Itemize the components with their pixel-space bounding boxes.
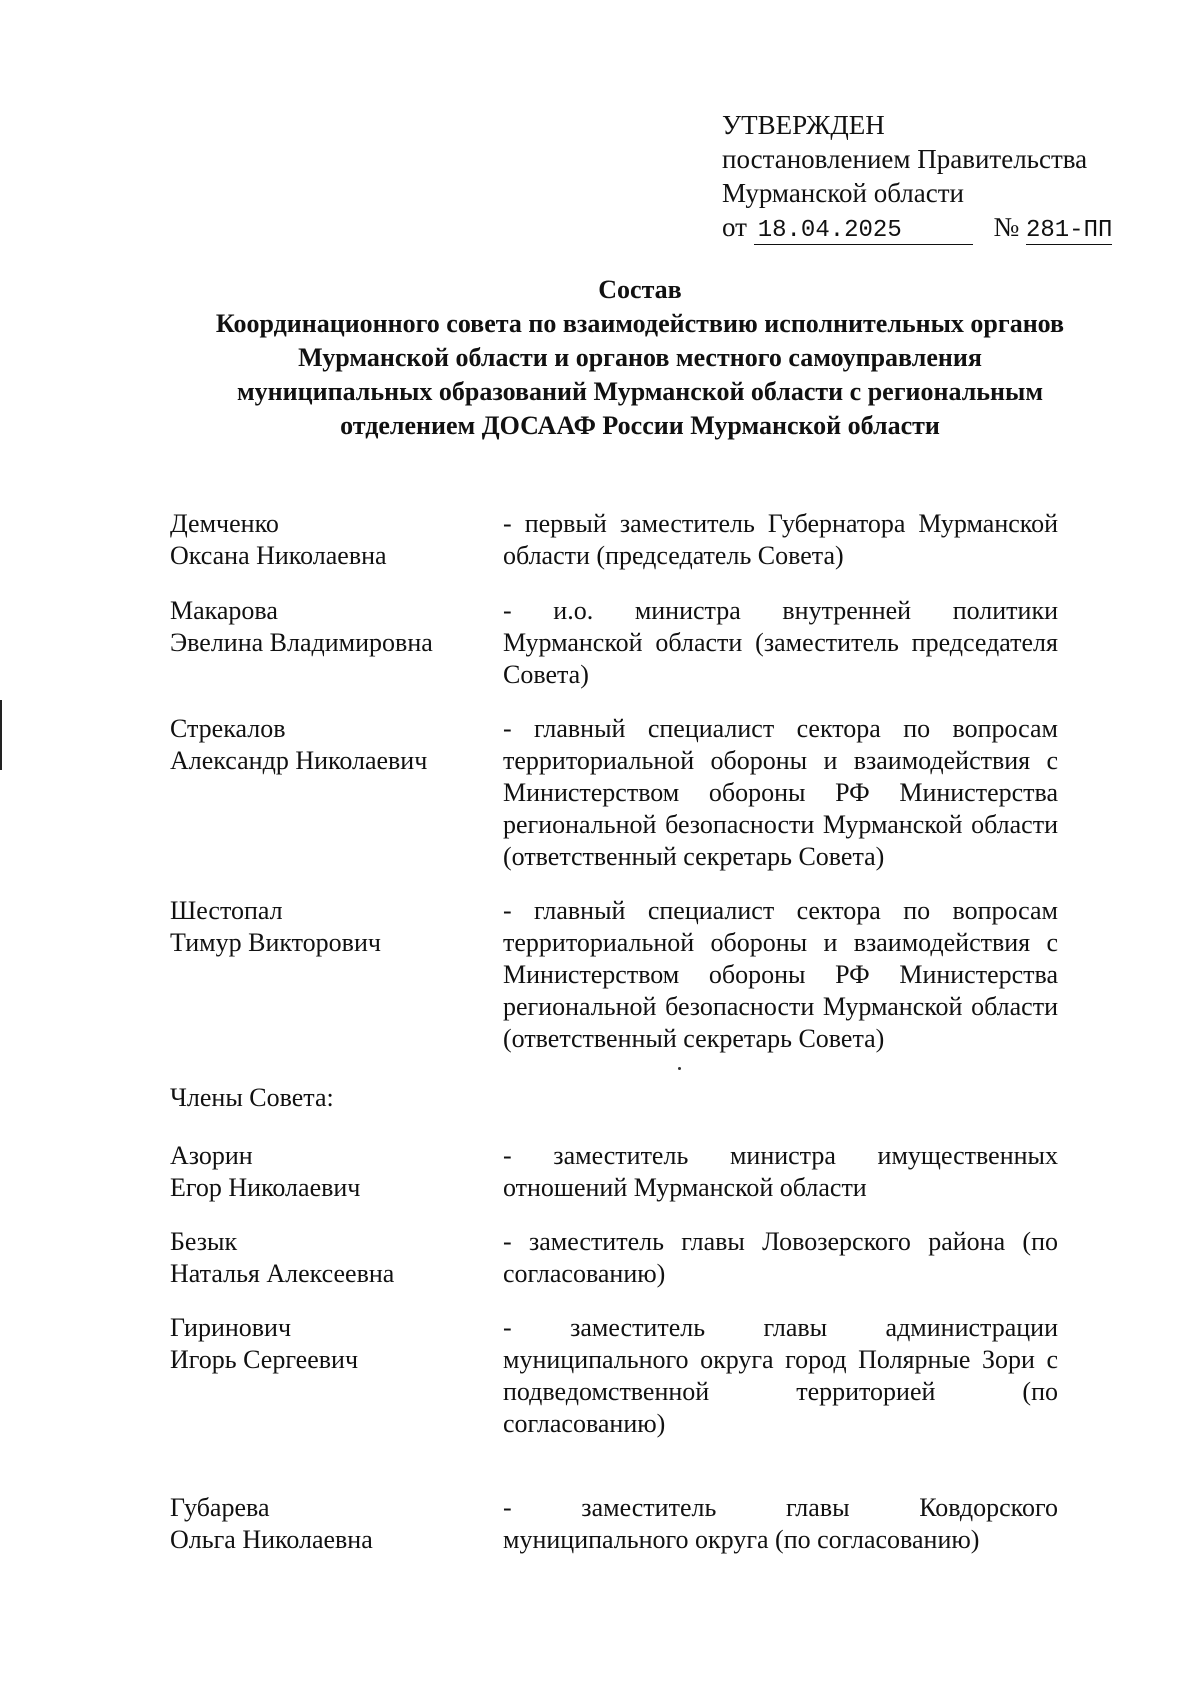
member-role: - первый заместитель Губернатора Мурманской области (председатель Совета) — [503, 509, 1058, 570]
member-surname: Макарова — [170, 596, 278, 625]
member-surname: Гиринович — [170, 1313, 292, 1342]
date-prefix: от — [722, 212, 747, 242]
member-role: - главный специалист сектора по вопросам территориальной обороны и взаимодействия с Министерством обороны РФ Министерства региональной безопасности Мурманской области (ответственный секретарь Совета) — [503, 896, 1058, 1053]
approval-date-number — [722, 210, 1142, 245]
member-name — [170, 595, 480, 659]
title-line: Состав — [598, 275, 682, 304]
member-name — [170, 1140, 480, 1204]
title-line: муниципальных образований Мурманской области с региональным — [236, 377, 1044, 406]
approval-date: 18.04.2025 — [754, 218, 973, 245]
member-name — [170, 508, 480, 572]
number-prefix: № — [993, 212, 1020, 242]
approval-heading: УТВЕРЖДЕН — [722, 110, 885, 140]
member-given-names: Егор Николаевич — [170, 1173, 361, 1202]
member-surname: Азорин — [170, 1141, 253, 1170]
member-role: - и.о. министра внутренней политики Мурманской области (заместитель председателя Совета) — [503, 596, 1058, 689]
members-section-label: Члены Совета: — [170, 1083, 334, 1112]
member-role: - заместитель главы Ковдорского муниципального округа (по согласованию) — [503, 1493, 1058, 1554]
scan-margin-mark — [0, 700, 2, 770]
title-line: Координационного совета по взаимодействию исполнительных органов — [215, 309, 1065, 338]
title-line: отделением ДОСААФ России Мурманской области — [340, 411, 940, 440]
member-surname: Безык — [170, 1227, 238, 1256]
member-surname: Демченко — [170, 509, 279, 538]
member-name — [170, 895, 480, 959]
member-role: - главный специалист сектора по вопросам территориальной обороны и взаимодействия с Министерством обороны РФ Министерства региональной безопасности Мурманской области (ответственный секретарь Совета) — [503, 714, 1058, 871]
member-surname: Стрекалов — [170, 714, 286, 743]
member-given-names: Игорь Сергеевич — [170, 1345, 359, 1374]
member-name — [170, 713, 480, 777]
member-role: - заместитель главы Ловозерского района (по согласованию) — [503, 1227, 1058, 1288]
member-given-names: Ольга Николаевна — [170, 1525, 373, 1554]
member-given-names: Наталья Алексеевна — [170, 1259, 395, 1288]
member-given-names: Александр Николаевич — [170, 746, 428, 775]
member-given-names: Оксана Николаевна — [170, 541, 387, 570]
approval-resolution: постановлением Правительства — [722, 144, 1088, 174]
member-surname: Губарева — [170, 1493, 270, 1522]
member-role: - заместитель министра имущественных отношений Мурманской области — [503, 1141, 1058, 1202]
member-name — [170, 1226, 480, 1290]
member-name — [170, 1312, 480, 1376]
scan-speck — [678, 1067, 681, 1070]
member-name — [170, 1492, 480, 1556]
approval-number: 281-ПП — [1025, 217, 1113, 244]
approval-region: Мурманской области — [722, 178, 964, 208]
approval-stamp — [722, 108, 1142, 245]
member-surname: Шестопал — [170, 896, 283, 925]
title-line: Мурманской области и органов местного самоуправления — [298, 343, 982, 372]
document-title — [150, 273, 1130, 443]
member-role: - заместитель главы администрации муниципального округа город Полярные Зори с подведомственной территорией (по согласованию) — [503, 1313, 1058, 1438]
member-given-names: Эвелина Владимировна — [170, 628, 433, 657]
member-given-names: Тимур Викторович — [170, 928, 381, 957]
